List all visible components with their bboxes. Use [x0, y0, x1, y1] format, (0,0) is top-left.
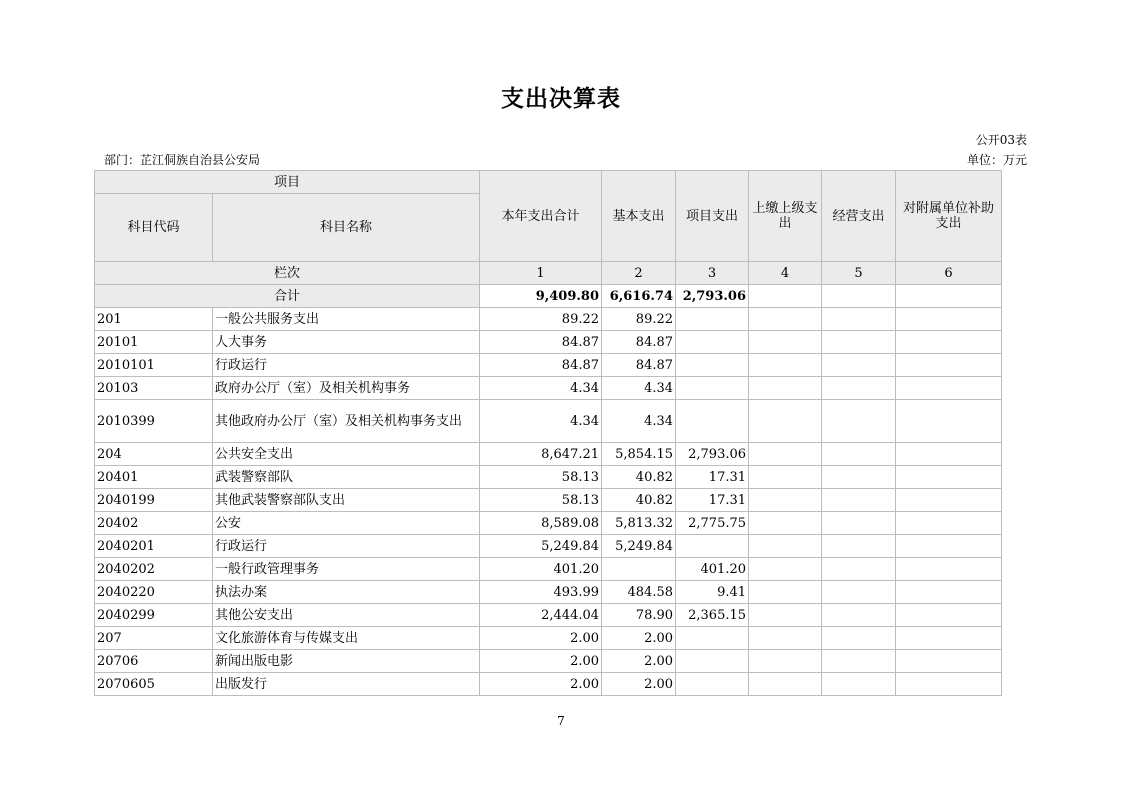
amount-cell: 5,249.84 [602, 535, 676, 558]
amount-cell [896, 489, 1002, 512]
table-row [95, 627, 1002, 650]
amount-cell: 89.22 [602, 308, 676, 331]
table-row [95, 581, 1002, 604]
subject-name: 公安 [213, 512, 480, 535]
amount-cell [676, 331, 749, 354]
header-col-3: 项目支出 [676, 171, 749, 262]
form-number: 公开03表 [975, 133, 1027, 147]
subject-code: 2040199 [95, 489, 213, 512]
amount-cell [822, 489, 896, 512]
subject-code: 201 [95, 308, 213, 331]
header-col-1: 本年支出合计 [480, 171, 602, 262]
amount-cell [896, 558, 1002, 581]
amount-cell [749, 558, 822, 581]
amount-cell [749, 443, 822, 466]
subject-name: 人大事务 [213, 331, 480, 354]
amount-cell [822, 466, 896, 489]
amount-cell [896, 308, 1002, 331]
department-label: 部门：芷江侗族自治县公安局 [104, 153, 261, 167]
amount-cell: 40.82 [602, 466, 676, 489]
amount-cell [896, 512, 1002, 535]
amount-cell: 8,647.21 [480, 443, 602, 466]
amount-cell [822, 650, 896, 673]
amount-cell: 401.20 [480, 558, 602, 581]
table-row [95, 331, 1002, 354]
subject-code: 2010101 [95, 354, 213, 377]
amount-cell [749, 535, 822, 558]
table-row [95, 604, 1002, 627]
header-rank: 栏次 [95, 262, 480, 285]
table-row [95, 673, 1002, 696]
rank-num-6: 6 [896, 262, 1002, 285]
subject-name: 其他武装警察部队支出 [213, 489, 480, 512]
amount-cell: 2.00 [480, 673, 602, 696]
amount-cell: 40.82 [602, 489, 676, 512]
amount-cell [822, 535, 896, 558]
table-row [95, 308, 1002, 331]
page-title: 支出决算表 [501, 85, 621, 112]
subject-code: 20706 [95, 650, 213, 673]
amount-cell [749, 512, 822, 535]
subject-code: 2040202 [95, 558, 213, 581]
subject-name: 政府办公厅（室）及相关机构事务 [213, 377, 480, 400]
amount-cell [822, 331, 896, 354]
amount-cell [822, 558, 896, 581]
amount-cell: 2,793.06 [676, 443, 749, 466]
amount-cell [896, 354, 1002, 377]
subject-name: 行政运行 [213, 535, 480, 558]
amount-cell [676, 650, 749, 673]
amount-cell [822, 443, 896, 466]
table-row [95, 558, 1002, 581]
total-value: 9,409.80 [480, 285, 602, 308]
amount-cell: 9.41 [676, 581, 749, 604]
amount-cell: 2,775.75 [676, 512, 749, 535]
amount-cell: 2.00 [480, 650, 602, 673]
amount-cell [822, 604, 896, 627]
amount-cell: 58.13 [480, 489, 602, 512]
amount-cell [822, 400, 896, 443]
amount-cell: 5,854.15 [602, 443, 676, 466]
amount-cell [749, 581, 822, 604]
rank-num-2: 2 [602, 262, 676, 285]
amount-cell [896, 535, 1002, 558]
amount-cell: 17.31 [676, 489, 749, 512]
table-row [95, 466, 1002, 489]
amount-cell: 5,249.84 [480, 535, 602, 558]
subject-code: 2040201 [95, 535, 213, 558]
table-row [95, 354, 1002, 377]
subject-name: 一般公共服务支出 [213, 308, 480, 331]
amount-cell: 84.87 [480, 331, 602, 354]
header-name: 科目名称 [213, 194, 480, 262]
subject-code: 2040220 [95, 581, 213, 604]
header-col-6: 对附属单位补助支出 [896, 171, 1002, 262]
subject-name: 出版发行 [213, 673, 480, 696]
header-col-2: 基本支出 [602, 171, 676, 262]
amount-cell [896, 331, 1002, 354]
total-label: 合计 [95, 285, 480, 308]
amount-cell [896, 581, 1002, 604]
amount-cell: 4.34 [480, 377, 602, 400]
amount-cell: 4.34 [480, 400, 602, 443]
amount-cell: 2,365.15 [676, 604, 749, 627]
amount-cell [676, 377, 749, 400]
amount-cell [822, 377, 896, 400]
amount-cell: 2.00 [602, 650, 676, 673]
rank-num-5: 5 [822, 262, 896, 285]
amount-cell [676, 354, 749, 377]
table-row [95, 400, 1002, 443]
amount-cell [676, 308, 749, 331]
amount-cell: 89.22 [480, 308, 602, 331]
subject-code: 20401 [95, 466, 213, 489]
amount-cell [896, 627, 1002, 650]
amount-cell [749, 673, 822, 696]
amount-cell [822, 512, 896, 535]
subject-code: 2070605 [95, 673, 213, 696]
unit-label: 单位：万元 [966, 153, 1027, 167]
amount-cell [602, 558, 676, 581]
subject-name: 其他政府办公厅（室）及相关机构事务支出 [213, 400, 480, 443]
subject-name: 新闻出版电影 [213, 650, 480, 673]
header-code: 科目代码 [95, 194, 213, 262]
amount-cell [822, 354, 896, 377]
amount-cell: 58.13 [480, 466, 602, 489]
subject-code: 2040299 [95, 604, 213, 627]
amount-cell [749, 627, 822, 650]
subject-code: 2010399 [95, 400, 213, 443]
amount-cell [676, 627, 749, 650]
page-number: 7 [557, 714, 565, 728]
table-row [95, 650, 1002, 673]
table-row [95, 535, 1002, 558]
table-row [95, 489, 1002, 512]
amount-cell [822, 581, 896, 604]
amount-cell: 4.34 [602, 377, 676, 400]
subject-code: 20101 [95, 331, 213, 354]
amount-cell [896, 466, 1002, 489]
amount-cell [896, 650, 1002, 673]
amount-cell [749, 489, 822, 512]
subject-name: 公共安全支出 [213, 443, 480, 466]
amount-cell [676, 400, 749, 443]
amount-cell: 484.58 [602, 581, 676, 604]
subject-name: 武装警察部队 [213, 466, 480, 489]
header-col-4: 上缴上级支出 [749, 171, 822, 262]
amount-cell: 2,444.04 [480, 604, 602, 627]
subject-code: 20103 [95, 377, 213, 400]
amount-cell [749, 604, 822, 627]
amount-cell [676, 673, 749, 696]
amount-cell: 84.87 [602, 331, 676, 354]
header-item: 项目 [95, 171, 480, 194]
subject-code: 20402 [95, 512, 213, 535]
amount-cell [896, 443, 1002, 466]
subject-code: 204 [95, 443, 213, 466]
subject-name: 执法办案 [213, 581, 480, 604]
total-value [749, 285, 822, 308]
amount-cell [896, 400, 1002, 443]
amount-cell [749, 650, 822, 673]
amount-cell [676, 535, 749, 558]
rank-num-4: 4 [749, 262, 822, 285]
amount-cell: 2.00 [602, 673, 676, 696]
rank-num-1: 1 [480, 262, 602, 285]
subject-name: 行政运行 [213, 354, 480, 377]
header-col-5: 经营支出 [822, 171, 896, 262]
table-row [95, 377, 1002, 400]
total-value [896, 285, 1002, 308]
amount-cell: 84.87 [480, 354, 602, 377]
subject-name: 一般行政管理事务 [213, 558, 480, 581]
amount-cell [749, 377, 822, 400]
amount-cell: 78.90 [602, 604, 676, 627]
table-row [95, 512, 1002, 535]
amount-cell [822, 308, 896, 331]
amount-cell [749, 331, 822, 354]
amount-cell [896, 377, 1002, 400]
amount-cell [822, 627, 896, 650]
amount-cell [749, 466, 822, 489]
amount-cell [749, 308, 822, 331]
amount-cell: 84.87 [602, 354, 676, 377]
amount-cell: 4.34 [602, 400, 676, 443]
amount-cell: 5,813.32 [602, 512, 676, 535]
amount-cell: 8,589.08 [480, 512, 602, 535]
amount-cell: 2.00 [602, 627, 676, 650]
amount-cell: 493.99 [480, 581, 602, 604]
rank-num-3: 3 [676, 262, 749, 285]
total-value: 2,793.06 [676, 285, 749, 308]
total-value: 6,616.74 [602, 285, 676, 308]
subject-name: 其他公安支出 [213, 604, 480, 627]
subject-name: 文化旅游体育与传媒支出 [213, 627, 480, 650]
expenditure-table [94, 170, 1002, 696]
amount-cell [749, 354, 822, 377]
amount-cell: 17.31 [676, 466, 749, 489]
amount-cell: 2.00 [480, 627, 602, 650]
amount-cell [896, 673, 1002, 696]
table-row [95, 443, 1002, 466]
subject-code: 207 [95, 627, 213, 650]
amount-cell [749, 400, 822, 443]
amount-cell [822, 673, 896, 696]
amount-cell [896, 604, 1002, 627]
total-value [822, 285, 896, 308]
amount-cell: 401.20 [676, 558, 749, 581]
